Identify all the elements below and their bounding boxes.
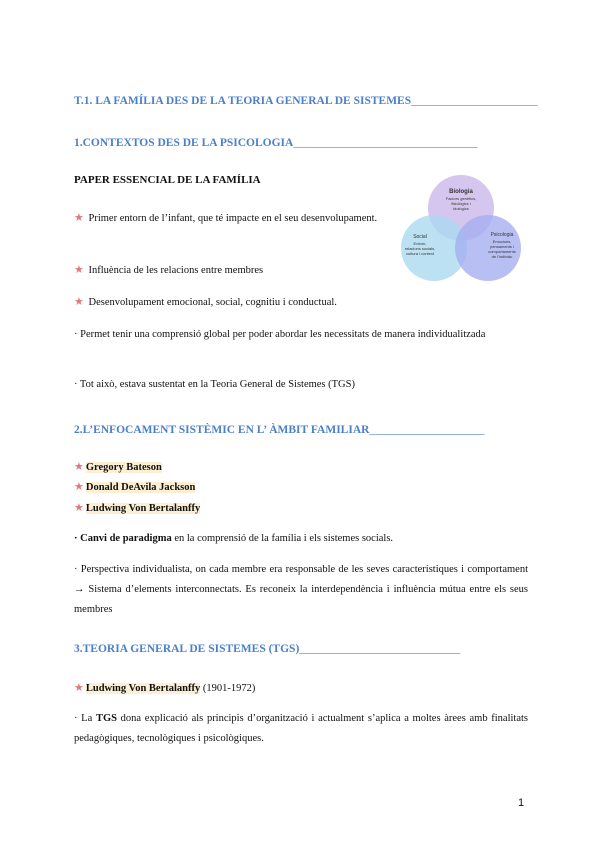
star-icon: ★ bbox=[74, 212, 84, 224]
section2-heading-text: 2.L’ENFOCAMENT SISTÈMIC EN L’ ÀMBIT FAMILIAR bbox=[74, 424, 370, 436]
list-item bbox=[74, 477, 200, 497]
section2-underline: ____________________ bbox=[369, 424, 485, 436]
bullet-text: Primer entorn de l’infant, que té impacte en el seu desenvolupament. bbox=[88, 213, 378, 224]
years-text: (1901-1972) bbox=[200, 683, 256, 694]
bullet-text: Desenvolupament emocional, social, cognitiu i conductual. bbox=[88, 297, 337, 308]
title-underline: ______________________ bbox=[411, 95, 538, 107]
section1-heading bbox=[74, 137, 477, 149]
section1-paragraph: · Permet tenir una comprensió global per poder abordar les necessitats de manera individualitzada bbox=[74, 329, 486, 340]
para-start: · La bbox=[74, 713, 96, 724]
section1-heading-text: 1.CONTEXTOS DES DE LA PSICOLOGIA bbox=[74, 137, 294, 149]
star-icon: ★ bbox=[74, 296, 84, 308]
page-number: 1 bbox=[518, 797, 525, 809]
section2-paragraph bbox=[74, 529, 393, 549]
document-title-text: T.1. LA FAMÍLIA DES DE LA TEORIA GENERAL DE SISTEMES bbox=[74, 95, 412, 107]
paradigm-bold: · Canvi de paradigma bbox=[74, 533, 172, 544]
venn-label-left-line: Entorn, bbox=[413, 241, 427, 246]
venn-label-right-title: Psicologia bbox=[490, 232, 514, 238]
venn-label-left-line: relacions socials, bbox=[404, 246, 436, 251]
name-highlight: Gregory Bateson bbox=[85, 462, 162, 473]
venn-label-left-title: Social bbox=[413, 234, 427, 240]
section1-paragraph: · Tot això, estava sustentat en la Teoria General de Sistemes (TGS) bbox=[74, 379, 355, 390]
name-highlight: Ludwing Von Bertalanffy bbox=[85, 683, 201, 694]
para-rest: dona explicació als principis d’organització i actualment s’aplica a moltes àrees amb finalitats pedagògiques, tecnològiques i psicològiques. bbox=[74, 713, 528, 744]
section2-paragraph: · Perspectiva individualista, on cada membre era responsable de les seves característiques i comportament → Sistema d’elements interconnectats. Es reconeix la interdependència i influència mútua entre els seus membres bbox=[74, 564, 528, 615]
venn-label-right-line: comportaments bbox=[488, 249, 516, 254]
venn-label-right-line: Emocions, bbox=[492, 239, 512, 244]
star-icon: ★ bbox=[74, 682, 84, 694]
list-item bbox=[74, 498, 200, 518]
paradigm-rest: en la comprensió de la família i els sistemes socials. bbox=[171, 533, 394, 544]
bullet-item bbox=[74, 292, 337, 313]
names-list bbox=[74, 457, 200, 518]
section1-subheading: PAPER ESSENCIAL DE LA FAMÍLIA bbox=[74, 174, 261, 186]
section3-heading-text: 3.TEORIA GENERAL DE SISTEMES (TGS) bbox=[74, 643, 300, 655]
star-icon: ★ bbox=[74, 501, 84, 514]
name-highlight: Ludwing Von Bertalanffy bbox=[85, 502, 201, 514]
star-icon: ★ bbox=[74, 264, 84, 276]
venn-diagram bbox=[396, 170, 526, 286]
venn-label-right-line: pensaments i bbox=[490, 244, 514, 249]
section3-paragraph bbox=[74, 709, 528, 749]
venn-label-top-title: Biologia bbox=[449, 189, 473, 195]
section3-heading bbox=[74, 643, 460, 655]
star-icon: ★ bbox=[74, 481, 84, 494]
venn-label-top-line: fisiològics i bbox=[451, 201, 471, 206]
venn-label-top-line: Factors genètics, bbox=[445, 196, 477, 201]
section2-heading bbox=[74, 424, 484, 436]
document-title bbox=[74, 95, 538, 107]
name-highlight: Donald DeAvila Jackson bbox=[85, 482, 196, 494]
star-icon: ★ bbox=[74, 461, 84, 473]
venn-label-left-line: cultura i context bbox=[405, 251, 435, 256]
venn-label-right-line: de l'individu bbox=[491, 254, 513, 259]
tgs-bold: TGS bbox=[95, 713, 117, 724]
bullet-text: Influència de les relacions entre membres bbox=[88, 265, 264, 276]
venn-label-top-line: biològics bbox=[453, 206, 469, 211]
section3-underline: ____________________________ bbox=[299, 643, 461, 655]
section1-underline: ________________________________ bbox=[293, 137, 478, 149]
list-item bbox=[74, 457, 200, 477]
bullet-item bbox=[74, 208, 390, 229]
section3-name bbox=[74, 678, 255, 699]
bullet-item bbox=[74, 260, 263, 281]
